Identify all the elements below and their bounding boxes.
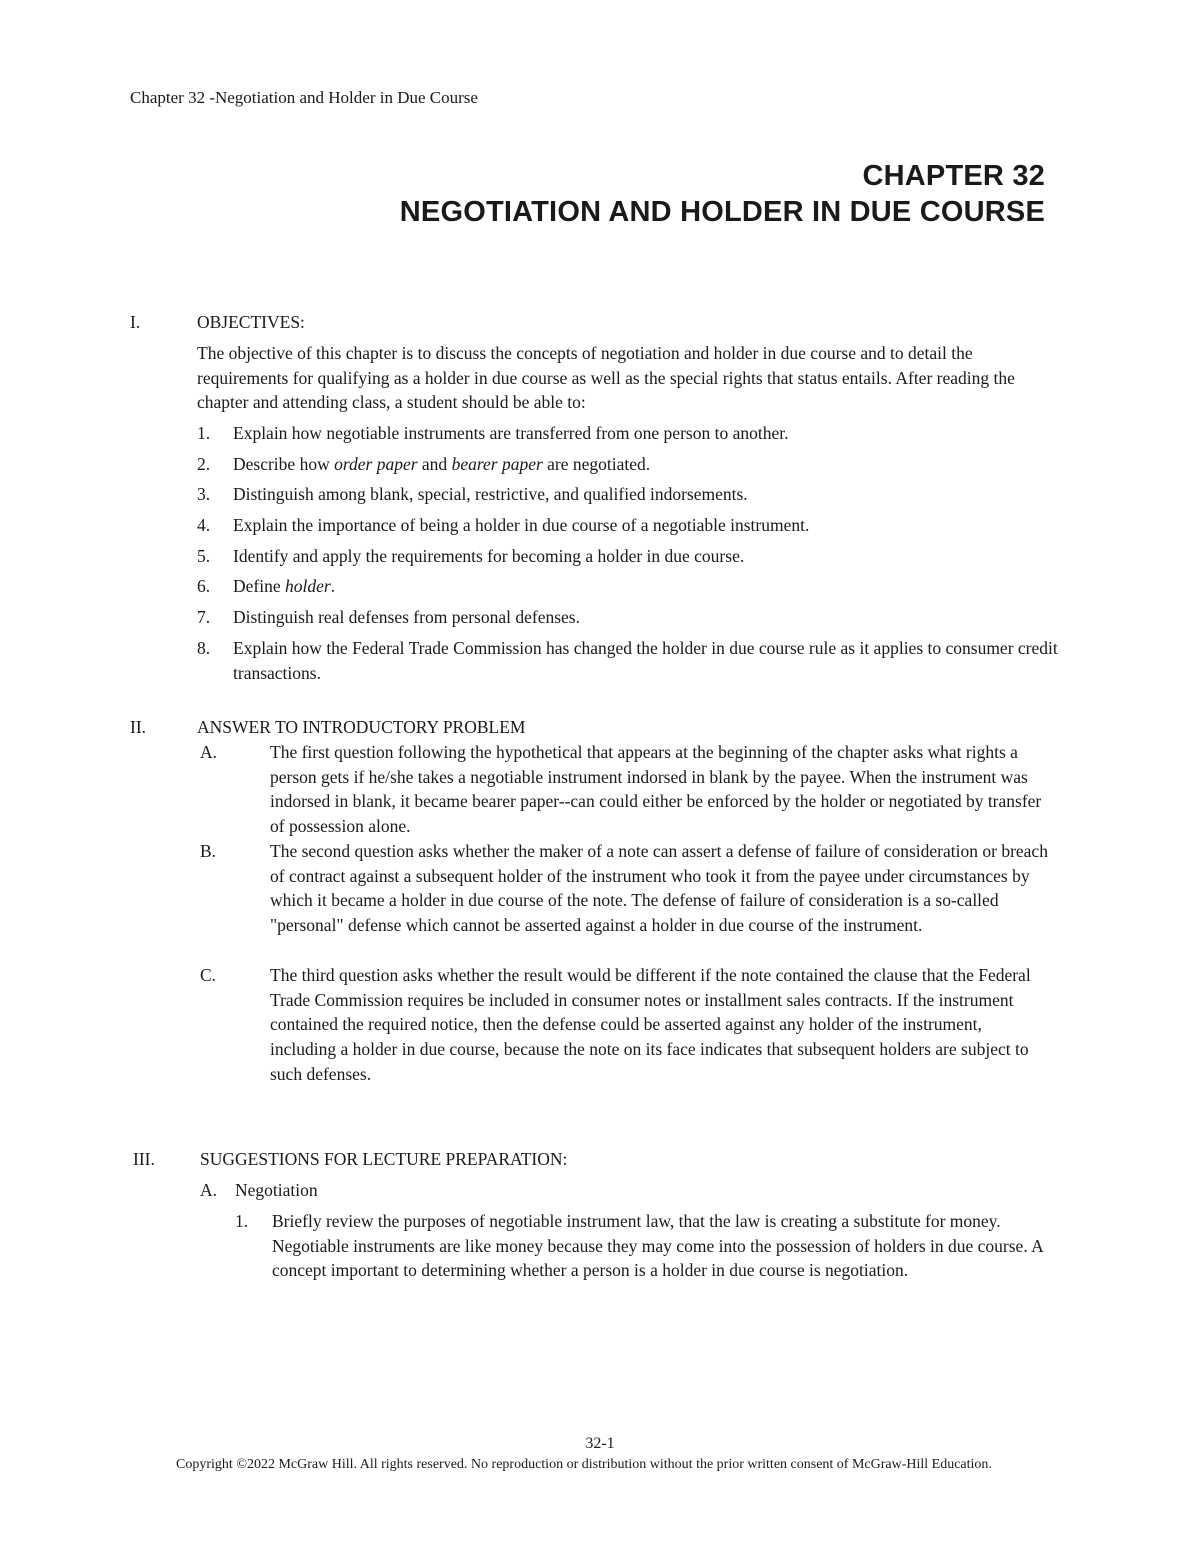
objective-number: 5. [197,546,211,566]
running-head: Chapter 32 -Negotiation and Holder in Due Course [130,88,478,107]
answer-letter: C. [200,965,217,985]
section-1-numeral: I. [130,312,141,332]
emphasis-term: order paper [334,454,418,474]
objective-number: 1. [197,423,211,443]
answer-letter: B. [200,841,217,861]
objective-number: 8. [197,638,211,658]
answer-letter: A. [200,742,218,762]
emphasis-term: holder [285,576,331,596]
section-2-heading: ANSWER TO INTRODUCTORY PROBLEM [197,717,526,737]
objective-item: Describe how order paper and bearer paper are negotiated. [233,454,651,474]
chapter-title: NEGOTIATION AND HOLDER IN DUE COURSE [399,196,1045,228]
copyright-notice: Copyright ©2022 McGraw Hill. All rights reserved. No reproduction or distribution without the prior written consent of McGraw-Hill Education. [176,1457,992,1472]
objective-number: 7. [197,607,211,627]
objective-number: 6. [197,576,211,596]
objective-item: Explain how the Federal Trade Commission has changed the holder in due course rule as it applies to consumer credit transactions. [233,638,1058,683]
lecture-item-number: 1. [235,1211,249,1231]
section-3-heading: SUGGESTIONS FOR LECTURE PREPARATION: [200,1149,568,1169]
objectives-intro: The objective of this chapter is to discuss the concepts of negotiation and holder in due course and to detail the requirements for qualifying as a holder in due course as well as the special rights that status entails. After reading the chapter and attending class, a student should be able to: [197,343,1015,413]
answer-paragraph: The second question asks whether the maker of a note can assert a defense of failure of consideration or breach of contract against a subsequent holder of the instrument who took it from the payee under circumstances by which it became a holder in due course of the note. The defense of failure of consideration is a so-called "personal" defense which cannot be asserted against a holder in due course of the instrument. [270,841,1048,936]
section-3-numeral: III. [133,1149,155,1169]
subsection-heading: Negotiation [235,1180,318,1200]
objective-item: Define holder. [233,576,336,596]
section-1-heading: OBJECTIVES: [197,312,305,332]
page-number: 32-1 [585,1435,615,1452]
emphasis-term: bearer paper [451,454,543,474]
subsection-letter: A. [200,1180,218,1200]
objective-number: 4. [197,515,211,535]
section-2-numeral: II. [130,717,147,737]
objective-item: Distinguish among blank, special, restrictive, and qualified indorsements. [233,484,748,504]
lecture-item-text: Briefly review the purposes of negotiable instrument law, that the law is creating a substitute for money. Negotiable instruments are like money because they may come into the possession of holders in due course. A concept important to determining whether a person is a holder in due course is negotiation. [272,1211,1043,1281]
objective-number: 3. [197,484,211,504]
objective-item: Explain the importance of being a holder in due course of a negotiable instrument. [233,515,810,535]
objective-item: Identify and apply the requirements for becoming a holder in due course. [233,546,745,566]
chapter-number: CHAPTER 32 [862,160,1045,192]
objective-item: Explain how negotiable instruments are transferred from one person to another. [233,423,789,443]
objective-item: Distinguish real defenses from personal defenses. [233,607,580,627]
objective-number: 2. [197,454,211,474]
answer-paragraph: The first question following the hypothetical that appears at the beginning of the chapter asks what rights a person gets if he/she takes a negotiable instrument indorsed in blank by the payee. When the instrument was indorsed in blank, it became bearer paper--can could either be enforced by the holder or negotiated by transfer of possession alone. [270,742,1042,837]
answer-paragraph: The third question asks whether the result would be different if the note contained the clause that the Federal Trade Commission requires be included in consumer notes or installment sales contracts. If the instrument contained the required notice, then the defense could be asserted against any holder of the instrument, including a holder in due course, because the note on its face indicates that subsequent holders are subject to such defenses. [270,965,1031,1084]
